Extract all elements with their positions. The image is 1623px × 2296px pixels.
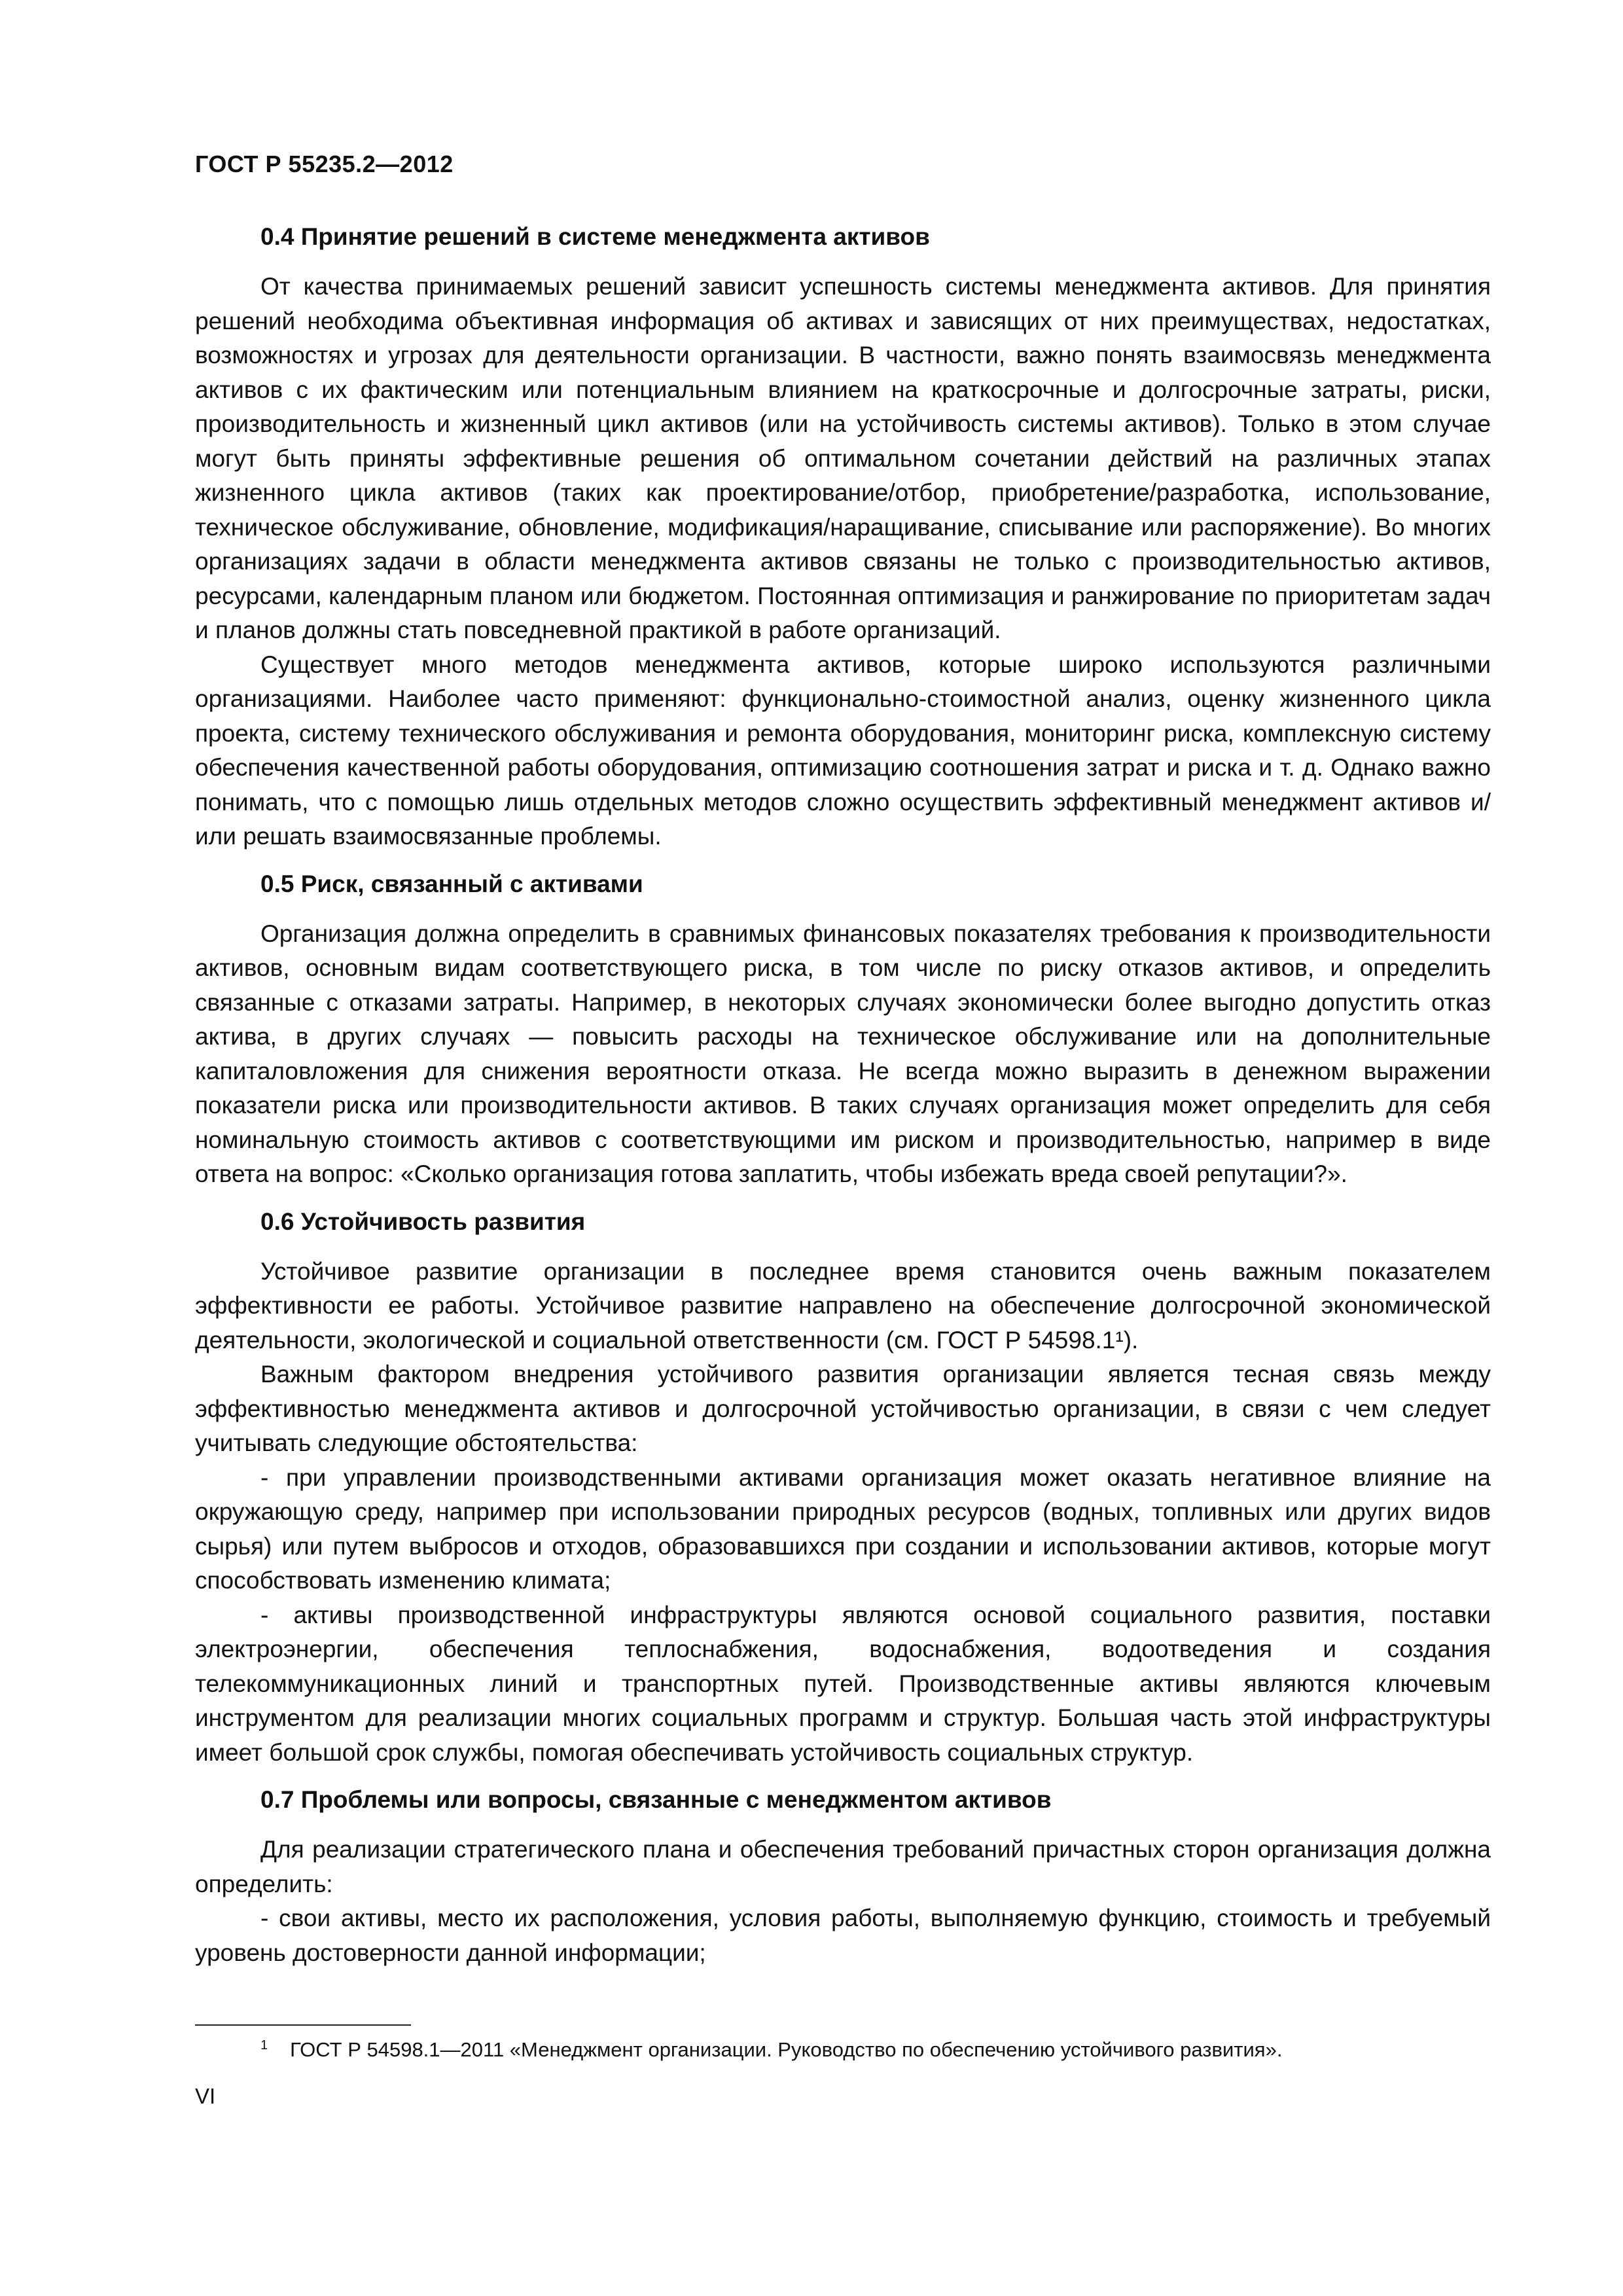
page-header-doc-id: ГОСТ Р 55235.2—2012 xyxy=(195,151,454,177)
list-item: - при управлении производственными активами организация может оказать негативное влияние на окружающую среду, например при использовании природных ресурсов (водных, топливных или других видов сырья) или путем выбросов и отходов, образовавшихся при создании и использовании активов, которые могут способствовать изменению климата; xyxy=(195,1463,1491,1594)
paragraph: Для реализации стратегического плана и обеспечения требований причастных сторон организация должна определить: xyxy=(195,1836,1491,1897)
list-item: - активы производственной инфраструктуры являются основой социального развития, поставки электроэнергии, обеспечения теплоснабжения, водоснабжения, водоотведения и создания телекоммуникационных линий и транспортных путей. Производственные активы являются ключевым инструментом для реализации многих социальных программ и структур. Большая часть этой инфраструктуры имеет большой срок службы, помогая обеспечивать устойчивость социальных структур. xyxy=(195,1601,1491,1766)
section-heading: 0.5 Риск, связанный с активами xyxy=(260,870,643,897)
section-heading: 0.6 Устойчивость развития xyxy=(260,1208,586,1235)
paragraph: Устойчивое развитие организации в последнее время становится очень важным показателем эффективности ее работы. Устойчивое развитие направлено на обеспечение долгосрочной экономической деятельности, экологической и социальной ответственности (см. ГОСТ Р 54598.1¹). xyxy=(195,1257,1491,1354)
document-page xyxy=(195,0,1491,2296)
paragraph: Организация должна определить в сравнимых финансовых показателях требования к производительности активов, основным видам соответствующего риска, в том числе по риску отказов активов, и определить связанные с отказами затраты. Например, в некоторых случаях экономически более выгодно допустить отказ актива, в других случаях — повысить расходы на техническое обслуживание или на дополнительные капиталовложения для снижения вероятности отказа. Не всегда можно выразить в денежном выражении показатели риска или производительности активов. В таких случаях организация может определить для себя номинальную стоимость активов с соответствующими им риском и производительностью, например в виде ответа на вопрос: «Сколько организация готова заплатить, чтобы избежать вреда своей репутации?». xyxy=(195,920,1491,1187)
section-0-7 xyxy=(195,1783,1491,1970)
section-0-4 xyxy=(195,220,1491,854)
footnote-marker: 1 xyxy=(260,2037,268,2053)
footnote xyxy=(260,2037,1282,2063)
page-number: VI xyxy=(195,2084,216,2108)
paragraph: Существует много методов менеджмента активов, которые широко используются различными организациями. Наиболее часто применяют: функционально-стоимостной анализ, оценку жизненного цикла проекта, систему технического обслуживания и ремонта оборудования, мониторинг риска, комплексную систему обеспечения качественной работы оборудования, оптимизацию соотношения затрат и риска и т. д. Однако важно понимать, что с помощью лишь отдельных методов сложно осуществить эффективный менеджмент активов и/или решать взаимосвязанные проблемы. xyxy=(195,651,1491,850)
footnote-text: ГОСТ Р 54598.1—2011 «Менеджмент организации. Руководство по обеспечению устойчивого развития». xyxy=(290,2038,1283,2061)
footnote-divider xyxy=(195,2024,411,2026)
section-0-6 xyxy=(195,1205,1491,1770)
section-heading: 0.7 Проблемы или вопросы, связанные с менеджментом активов xyxy=(260,1786,1052,1813)
document-body xyxy=(195,220,1491,1970)
section-0-5 xyxy=(195,867,1491,1192)
paragraph: Важным фактором внедрения устойчивого развития организации является тесная связь между эффективностью менеджмента активов и долгосрочной устойчивостью организации, в связи с чем следует учитывать следующие обстоятельства: xyxy=(195,1361,1491,1456)
list-item: - свои активы, место их расположения, условия работы, выполняемую функцию, стоимость и требуемый уровень достоверности данной информации; xyxy=(195,1905,1491,1966)
paragraph: От качества принимаемых решений зависит успешность системы менеджмента активов. Для принятия решений необходима объективная информация об активах и зависящих от них преимуществах, недостатках, возможностях и угрозах для деятельности организации. В частности, важно понять взаимосвязь менеджмента активов с их фактическим или потенциальным влиянием на краткосрочные и долгосрочные затраты, риски, производительность и жизненный цикл активов (или на устойчивость системы активов). Только в этом случае могут быть приняты эффективные решения об оптимальном сочетании действий на различных этапах жизненного цикла активов (таких как проектирование/отбор, приобретение/разработка, использование, техническое обслуживание, обновление, модификация/наращивание, списывание или распоряжение). Во многих организациях задачи в области менеджмента активов связаны не только с производительностью активов, ресурсами, календарным планом или бюджетом. Постоянная оптимизация и ранжирование по приоритетам задач и планов должны стать повседневной практикой в работе организаций. xyxy=(195,273,1491,643)
section-heading: 0.4 Принятие решений в системе менеджмента активов xyxy=(260,223,930,250)
